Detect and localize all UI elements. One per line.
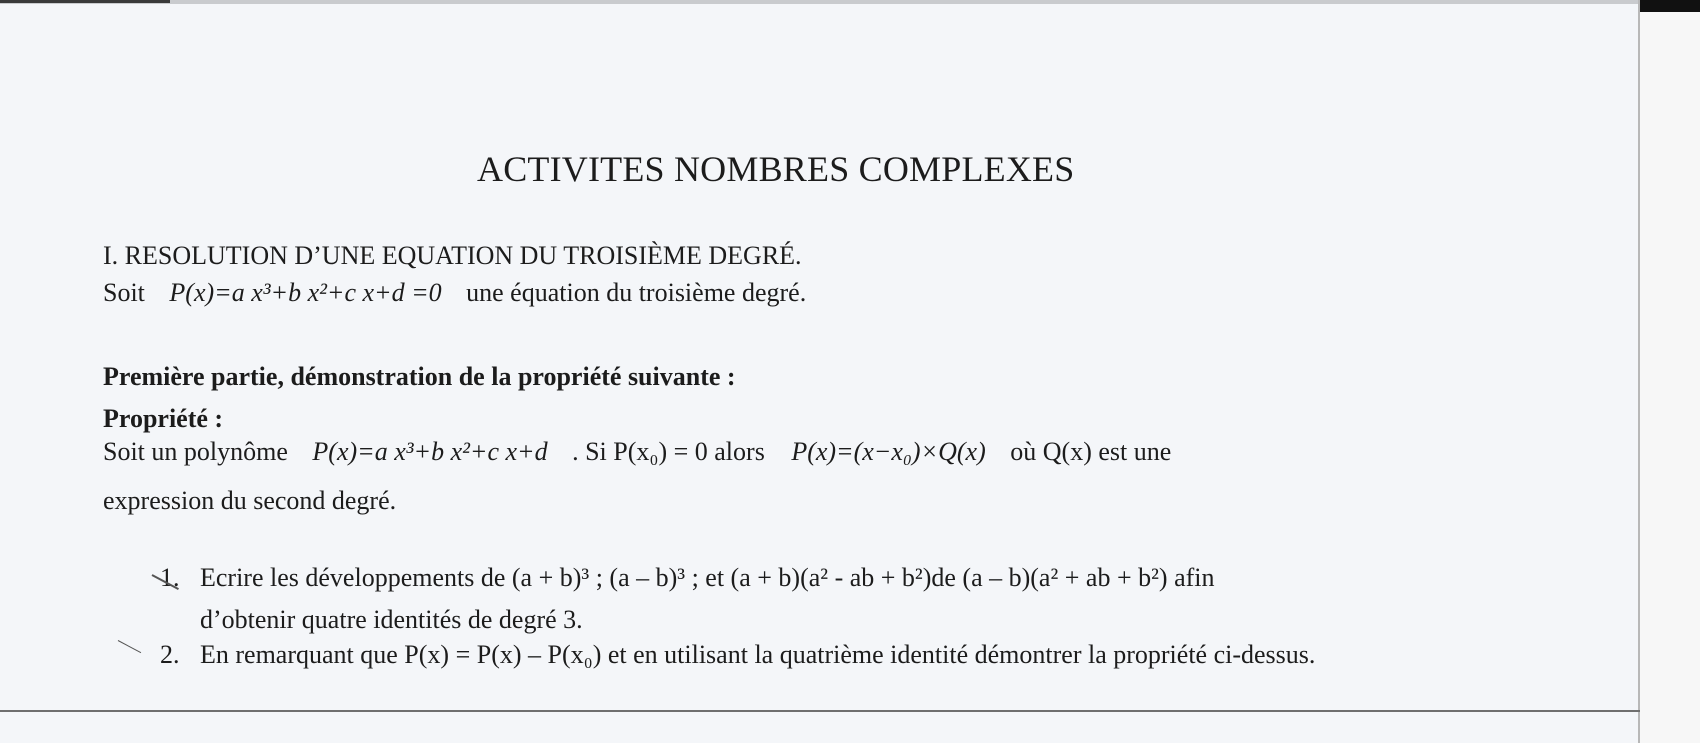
property-statement — [103, 437, 1171, 467]
scan-top-edge — [0, 0, 1640, 4]
item-number: 2. — [160, 640, 180, 669]
item-text: En remarquant que P(x) = P(x) – P(x₀) et en utilisant la quatrième identité démontrer la propriété ci-dessus. — [200, 640, 1316, 669]
page-title: ACTIVITES NOMBRES COMPLEXES — [477, 149, 1075, 189]
statement-b: . Si P(x₀) = 0 alors — [572, 437, 765, 466]
part-heading: Première partie, démonstration de la propriété suivante : — [103, 362, 736, 391]
statement-continuation: expression du second degré. — [103, 486, 397, 515]
item-number: 1. — [160, 563, 180, 592]
intro-prefix: Soit — [103, 278, 145, 307]
list-item — [160, 563, 1215, 593]
scan-top-edge-dark — [0, 0, 170, 3]
polynomial: P(x)=a x³+b x²+c x+d — [312, 437, 548, 466]
item-continuation: d’obtenir quatre identités de degré 3. — [200, 605, 583, 634]
list-item — [160, 640, 1315, 670]
scan-right-margin — [1638, 0, 1700, 743]
factorization: P(x)=(x−x₀)×Q(x) — [791, 437, 986, 466]
scan-bottom-edge — [0, 710, 1640, 712]
statement-c: où Q(x) est une — [1010, 437, 1172, 466]
section-intro — [103, 278, 806, 308]
section-heading: I. RESOLUTION D’UNE EQUATION DU TROISIÈME DEGRÉ. — [103, 241, 802, 270]
scan-right-corner — [1640, 0, 1700, 12]
property-label: Propriété : — [103, 404, 224, 433]
intro-equation: P(x)=a x³+b x²+c x+d =0 — [169, 278, 442, 307]
statement-a: Soit un polynôme — [103, 437, 288, 466]
pencil-tick-mark — [118, 640, 141, 653]
intro-suffix: une équation du troisième degré. — [466, 278, 807, 307]
item-text: Ecrire les développements de (a + b)³ ; (a – b)³ ; et (a + b)(a² - ab + b²)de (a – b)(a² + ab + b²) afin — [200, 563, 1215, 592]
